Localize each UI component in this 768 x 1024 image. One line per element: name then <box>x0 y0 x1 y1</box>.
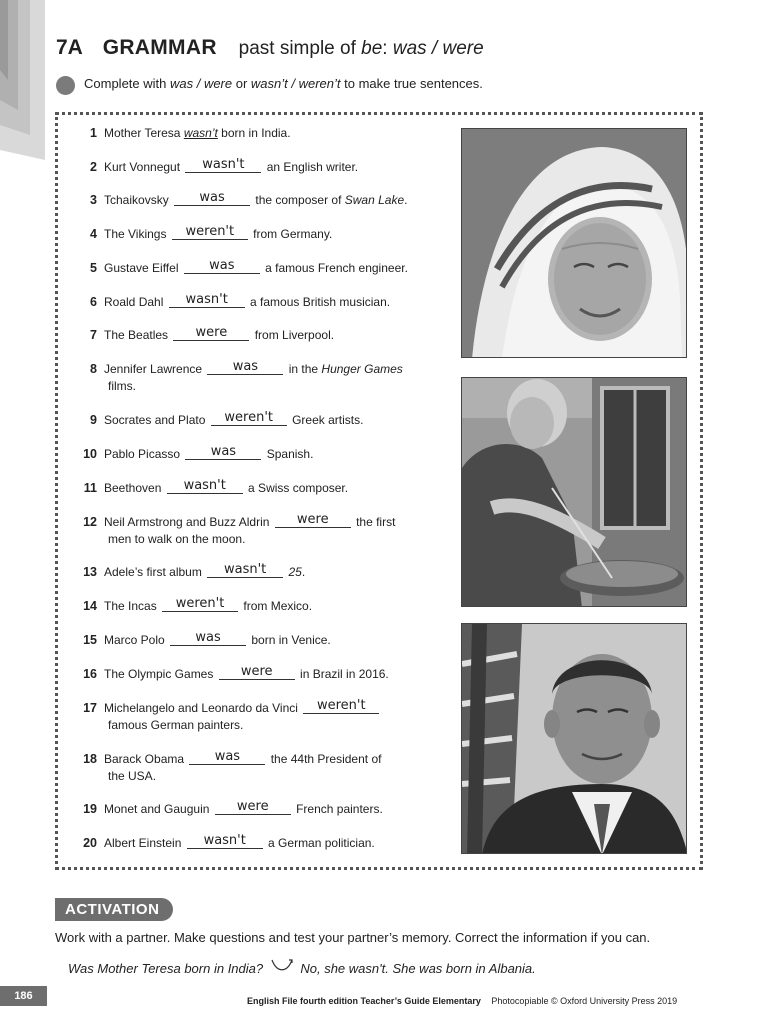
item-number: 13 <box>83 565 97 579</box>
answer-blank[interactable]: were <box>173 326 249 341</box>
item-number: 5 <box>90 261 97 275</box>
answer-blank[interactable]: was <box>184 259 260 274</box>
item-number: 19 <box>83 802 97 816</box>
photo-mother-teresa <box>461 128 687 358</box>
item-sentence: The Olympic Games were in Brazil in 2016. <box>104 664 389 681</box>
item-sentence: The Beatles were from Liverpool. <box>104 325 335 342</box>
section-label: GRAMMAR <box>102 36 217 59</box>
answer-blank[interactable]: wasn't <box>187 834 263 849</box>
answer-blank[interactable]: was <box>185 445 261 460</box>
item-sentence: Mother Teresa wasn’t born in India. <box>104 126 291 140</box>
book-title: English File fourth edition Teacher’s Guide Elementary <box>247 996 481 1006</box>
example-reply: No, she wasn't. She was born in Albania. <box>300 961 536 976</box>
copyright: Photocopiable © Oxford University Press 2019 <box>491 996 678 1006</box>
item-sentence: Beethoven wasn't a Swiss composer. <box>104 478 349 495</box>
item-sentence: Gustave Eiffel was a famous French engineer. <box>104 258 408 275</box>
answer-blank[interactable]: was <box>207 360 283 375</box>
item-number: 3 <box>90 193 97 207</box>
item-sentence: Kurt Vonnegut wasn't an English writer. <box>104 157 359 174</box>
answer-blank[interactable]: was <box>170 631 246 646</box>
example-question: Was Mother Teresa born in India? <box>68 961 264 976</box>
item-sentence: Neil Armstrong and Buzz Aldrin were the first men to walk on the moon. <box>104 512 396 546</box>
answer-blank[interactable]: wasn't <box>169 293 245 308</box>
photo-barack-obama <box>461 623 687 854</box>
answer-blank[interactable]: were <box>275 513 351 528</box>
answer-blank[interactable]: were <box>215 800 291 815</box>
answer-blank[interactable]: was <box>189 750 265 765</box>
footer <box>247 996 677 1006</box>
unit-number: 7A <box>56 36 83 59</box>
example-answer: wasn’t <box>183 126 218 140</box>
item-sentence: Roald Dahl wasn't a famous British musician. <box>104 292 391 309</box>
item-number: 7 <box>90 328 97 342</box>
item-number: 9 <box>90 413 97 427</box>
item-number: 11 <box>83 481 97 495</box>
corner-decoration <box>0 0 50 165</box>
item-number: 10 <box>83 447 97 461</box>
item-sentence: Michelangelo and Leonardo da Vinci weren't famous German painters. <box>104 700 434 734</box>
topic-title: past simple of be: was / were <box>238 38 484 59</box>
item-sentence: Albert Einstein wasn't a German politician. <box>104 833 375 850</box>
page-number: 186 <box>0 986 47 1006</box>
item-sentence: Jennifer Lawrence was in the Hunger Games films. <box>104 359 403 393</box>
item-sentence: Monet and Gauguin were French painters. <box>104 799 383 816</box>
item-number: 17 <box>83 701 97 715</box>
instruction-text: Complete with was / were or wasn’t / weren’t to make true sentences. <box>84 76 483 91</box>
item-sentence: Tchaikovsky was the composer of Swan Lake. <box>104 190 408 207</box>
item-number: 14 <box>83 599 97 613</box>
item-sentence: The Incas weren't from Mexico. <box>104 596 313 613</box>
answer-blank[interactable]: weren't <box>303 699 379 714</box>
answer-blank[interactable]: weren't <box>162 597 238 612</box>
item-number: 6 <box>90 295 97 309</box>
item-number: 4 <box>90 227 97 241</box>
item-sentence: The Vikings weren't from Germany. <box>104 224 333 241</box>
item-number: 20 <box>83 836 97 850</box>
answer-blank[interactable]: weren't <box>211 411 287 426</box>
item-number: 1 <box>90 126 97 140</box>
item-number: 18 <box>83 752 97 766</box>
item-sentence: Pablo Picasso was Spanish. <box>104 444 314 461</box>
item-number: 12 <box>83 515 97 529</box>
item-sentence: Adele’s first album wasn't 25. <box>104 562 306 579</box>
item-number: 8 <box>90 362 97 376</box>
answer-blank[interactable]: weren't <box>172 225 248 240</box>
item-number: 16 <box>83 667 97 681</box>
answer-blank[interactable]: were <box>219 665 295 680</box>
item-sentence: Socrates and Plato weren't Greek artists. <box>104 410 364 427</box>
page-title <box>56 36 484 60</box>
activation-instruction: Work with a partner. Make questions and test your partner’s memory. Correct the information if you can. <box>55 930 651 945</box>
item-number: 15 <box>83 633 97 647</box>
activation-label: ACTIVATION <box>55 898 173 921</box>
answer-blank[interactable]: wasn't <box>185 158 261 173</box>
answer-blank[interactable]: wasn't <box>167 479 243 494</box>
photo-pablo-picasso <box>461 377 687 607</box>
answer-blank[interactable]: wasn't <box>207 563 283 578</box>
curved-arrow-icon <box>269 957 295 976</box>
item-sentence: Marco Polo was born in Venice. <box>104 630 331 647</box>
bullet-icon <box>56 76 75 95</box>
item-number: 2 <box>90 160 97 174</box>
example-dialogue <box>68 957 536 976</box>
item-sentence: Barack Obama was the 44th President of the USA. <box>104 749 382 783</box>
answer-blank[interactable]: was <box>174 191 250 206</box>
